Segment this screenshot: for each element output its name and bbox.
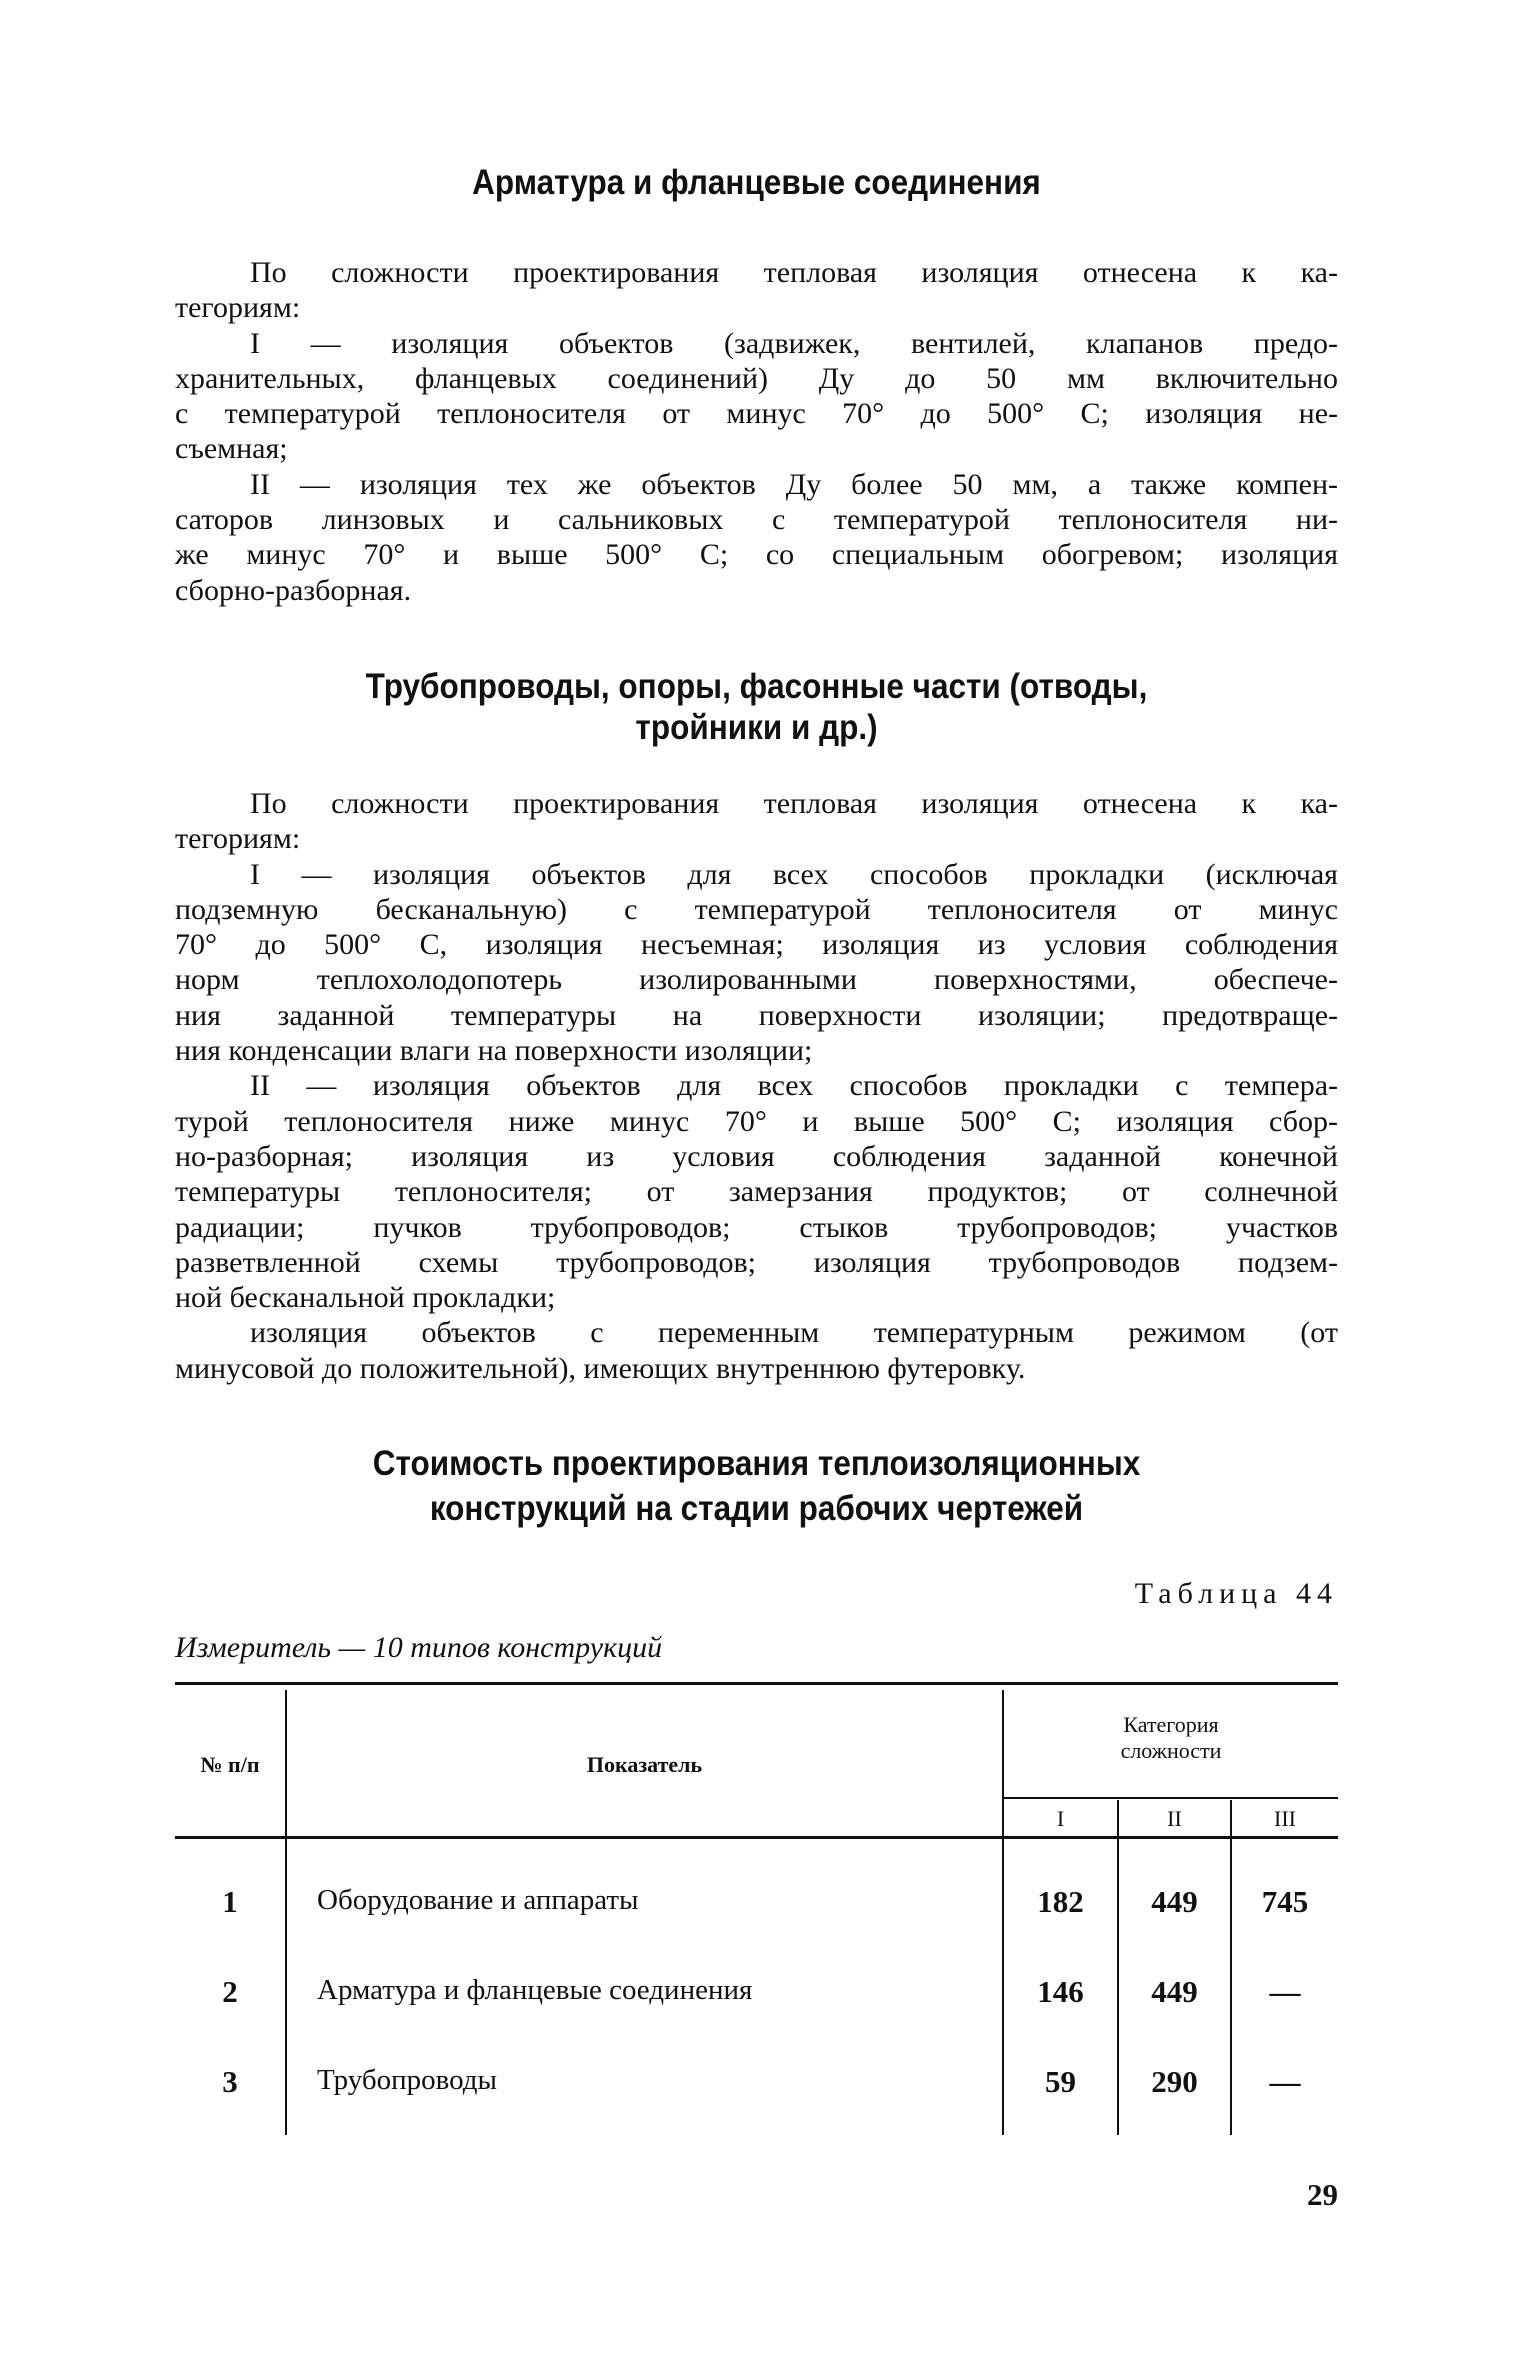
text-line: I — изоляция объектов для всех способов прокладки (исключая	[250, 857, 1338, 891]
text-line: ния заданной температуры на поверхности изоляции; предотвраще-	[175, 998, 1338, 1032]
row-num: 3	[222, 2064, 238, 2099]
page-number: 29	[1307, 2177, 1338, 2212]
row-name: Арматура и фланцевые соединения	[317, 1974, 753, 2006]
row-name: Оборудование и аппараты	[317, 1884, 639, 1916]
header-cat-2: II	[1167, 1806, 1182, 1831]
row-cat3: —	[1269, 1974, 1301, 2009]
row-cat2: 449	[1151, 1884, 1198, 1919]
text-line: норм теплохолодопотерь изолированными поверхностями, обеспече-	[175, 963, 1338, 997]
table-measure: Измеритель — 10 типов конструкций	[175, 1631, 663, 1664]
row-num: 2	[222, 1974, 238, 2009]
text-line: съемная;	[175, 432, 288, 466]
text-line: турой теплоносителя ниже минус 70° и выше 500° С; изоляция сбор-	[175, 1104, 1338, 1138]
section-pipelines-text	[175, 786, 1338, 1386]
row-cat2: 290	[1151, 2064, 1198, 2099]
text-line: 70° до 500° С, изоляция несъемная; изоляция из условия соблюдения	[175, 928, 1338, 962]
text-line: ной бесканальной прокладки;	[175, 1281, 556, 1315]
text-line: разветвленной схемы трубопроводов; изоляция трубопроводов подзем-	[175, 1245, 1338, 1279]
text-line: II — изоляция тех же объектов Ду более 50 мм, а также компен-	[250, 467, 1338, 501]
section-heading-cost-2: конструкций на стадии рабочих чертежей	[429, 1489, 1084, 1528]
table-top-rule	[175, 1682, 1338, 1685]
text-line: минусовой до положительной), имеющих внутреннюю футеровку.	[175, 1351, 1026, 1385]
text-line: По сложности проектирования тепловая изоляция отнесена к ка-	[250, 787, 1338, 820]
text-line: II — изоляция объектов для всех способов прокладки с темпера-	[250, 1069, 1338, 1103]
section-heading-pipelines-2: тройники и др.)	[635, 708, 878, 747]
row-name: Трубопроводы	[317, 2064, 498, 2096]
section-heading-cost-1: Стоимость проектирования теплоизоляционных	[372, 1444, 1141, 1483]
text-line: I — изоляция объектов (задвижек, вентилей, клапанов предо-	[250, 326, 1338, 360]
text-line: тегориям:	[175, 822, 301, 856]
category-rule	[1004, 1797, 1338, 1799]
header-cat-1: I	[1056, 1806, 1065, 1831]
text-line: тегориям:	[175, 291, 301, 325]
text-line: радиации; пучков трубопроводов; стыков трубопроводов; участков	[175, 1210, 1338, 1244]
section-heading-pipelines-1: Трубопроводы, опоры, фасонные части (отводы,	[365, 667, 1148, 706]
header-bottom-rule	[175, 1836, 1338, 1839]
text-line: изоляция объектов с переменным температурным режимом (от	[250, 1316, 1338, 1350]
text-line: подземную бесканальную) с температурой теплоносителя от минус	[175, 892, 1338, 926]
header-num: № п/п	[200, 1752, 260, 1777]
text-line: с температурой теплоносителя от минус 70° до 500° С; изоляция не-	[175, 397, 1338, 431]
row-cat1: 146	[1037, 1974, 1084, 2009]
section-heading-fittings: Арматура и фланцевые соединения	[472, 163, 1041, 202]
header-indicator: Показатель	[586, 1752, 703, 1777]
text-line: же минус 70° и выше 500° С; со специальным обогревом; изоляция	[175, 538, 1338, 572]
text-line: но-разборная; изоляция из условия соблюдения заданной конечной	[175, 1139, 1338, 1173]
row-cat3: 745	[1261, 1884, 1309, 1919]
text-line: температуры теплоносителя; от замерзания продуктов; от солнечной	[175, 1175, 1338, 1209]
header-category-2: сложности	[1120, 1738, 1222, 1763]
text-line: ния конденсации влаги на поверхности изоляции;	[175, 1034, 813, 1068]
text-line: хранительных, фланцевых соединений) Ду до 50 мм включительно	[175, 361, 1338, 395]
row-cat1: 59	[1045, 2064, 1076, 2099]
section-fittings-text	[175, 255, 1338, 608]
header-cat-3: III	[1274, 1806, 1296, 1831]
row-cat2: 449	[1151, 1974, 1198, 2009]
text-line: По сложности проектирования тепловая изоляция отнесена к ка-	[250, 256, 1338, 289]
row-cat1: 182	[1037, 1884, 1084, 1919]
text-line: сборно-разборная.	[175, 573, 412, 607]
header-category-1: Категория	[1123, 1712, 1219, 1737]
table-label: Таблица 44	[1134, 1577, 1338, 1610]
row-num: 1	[222, 1884, 238, 1919]
text-line: саторов линзовых и сальниковых с температурой теплоносителя ни-	[175, 503, 1338, 537]
row-cat3: —	[1269, 2064, 1301, 2099]
